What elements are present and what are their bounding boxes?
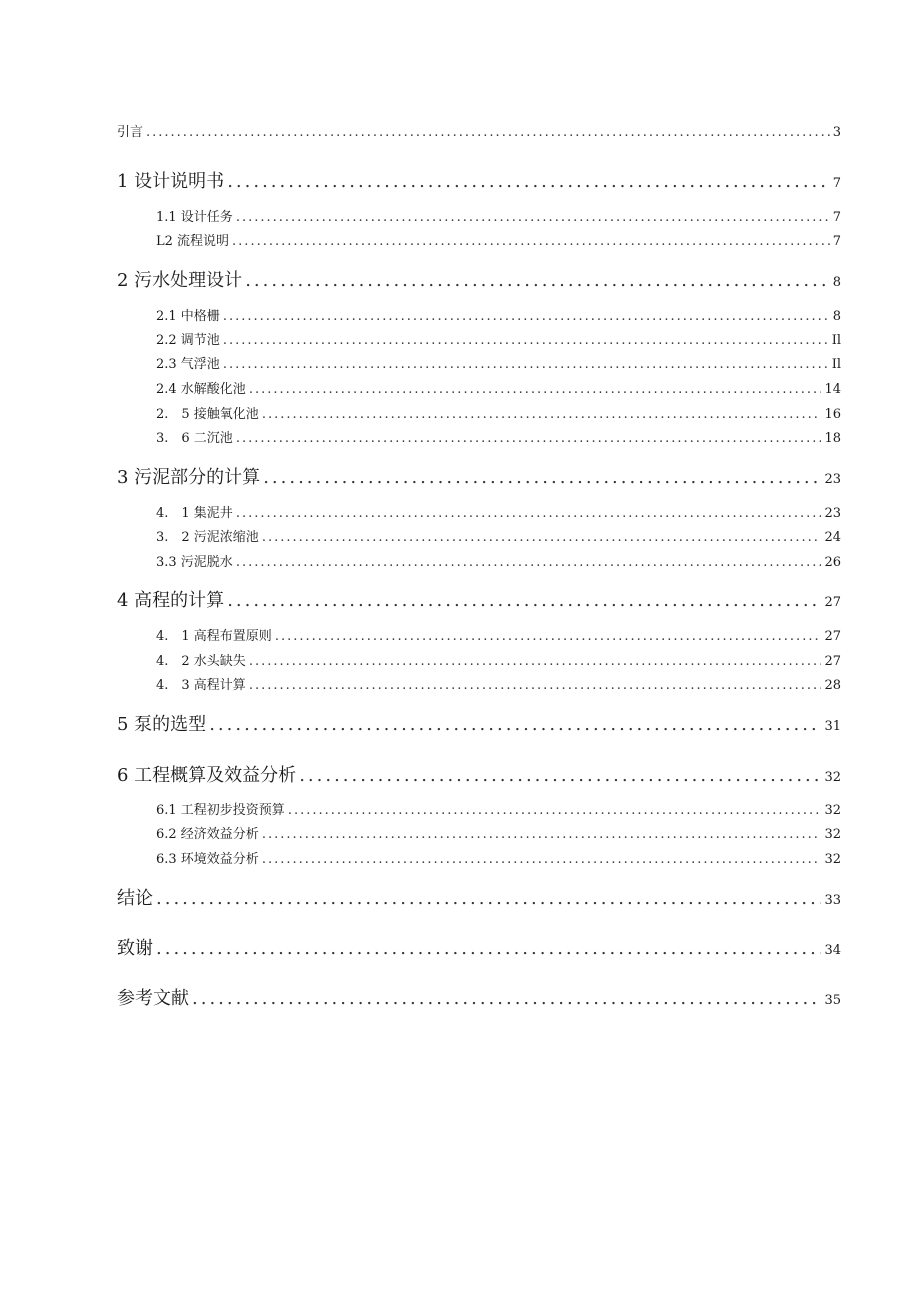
toc-leader-dots — [249, 677, 822, 695]
toc-entry-page: 32 — [824, 852, 841, 867]
toc-entry-title: 2. 5 接触氧化池 — [156, 407, 259, 422]
toc-entry-title: 2.4 水解酸化池 — [156, 382, 246, 397]
toc-entry-title: 结论 — [117, 888, 153, 909]
toc-leader-dots — [156, 887, 821, 911]
toc-entry-title: 6 工程概算及效益分析 — [117, 765, 297, 786]
toc-entry-page: 23 — [824, 472, 841, 487]
toc-entry-page: 7 — [832, 176, 841, 191]
toc-entry-section[interactable] — [156, 851, 841, 869]
toc-entry-acknowledgements[interactable] — [117, 937, 841, 961]
toc-entry-title: 4. 1 高程布置原则 — [156, 629, 272, 644]
toc-entry-page: 7 — [832, 234, 841, 249]
toc-entry-title: 4. 1 集泥井 — [156, 506, 233, 521]
toc-entry-title: 6.2 经济效益分析 — [156, 827, 259, 842]
toc-leader-dots — [223, 308, 830, 326]
toc-entry-chapter-5[interactable] — [117, 713, 841, 737]
toc-entry-page: 34 — [824, 943, 841, 958]
toc-entry-page: 8 — [832, 275, 841, 290]
toc-entry-title: 2.1 中格栅 — [156, 309, 220, 324]
toc-leader-dots — [192, 987, 821, 1011]
toc-leader-dots — [236, 554, 822, 572]
toc-entry-chapter-2[interactable] — [117, 269, 841, 293]
toc-entry-page: 8 — [832, 309, 841, 324]
toc-entry-title: 2.2 调节池 — [156, 333, 220, 348]
toc-entry-title: 1.1 设计任务 — [156, 210, 233, 225]
toc-entry-page: 28 — [824, 678, 841, 693]
toc-leader-dots — [263, 466, 821, 490]
toc-entry-section[interactable] — [156, 356, 841, 374]
toc-leader-dots — [245, 269, 830, 293]
toc-entry-page: 27 — [824, 595, 841, 610]
toc-entry-title: 致谢 — [117, 938, 153, 959]
toc-leader-dots — [232, 233, 830, 251]
toc-entry-title: L2 流程说明 — [156, 234, 230, 249]
toc-entry-page: 32 — [824, 803, 841, 818]
toc-entry-title: 6.3 环境效益分析 — [156, 852, 259, 867]
toc-leader-dots — [262, 406, 822, 424]
toc-entry-title: 1 设计说明书 — [117, 171, 225, 192]
toc-entry-title: 引言 — [117, 125, 144, 140]
toc-entry-conclusion[interactable] — [117, 887, 841, 911]
toc-leader-dots — [262, 826, 822, 844]
toc-entry-title: 3. 6 二沉池 — [156, 431, 233, 446]
toc-entry-title: 3 污泥部分的计算 — [117, 467, 261, 488]
toc-entry-section[interactable] — [156, 332, 841, 350]
toc-entry-section[interactable] — [156, 381, 841, 399]
toc-entry-page: 23 — [824, 506, 841, 521]
toc-leader-dots — [236, 505, 822, 523]
toc-leader-dots — [223, 332, 829, 350]
toc-entry-section[interactable] — [156, 826, 841, 844]
toc-entry-page: 14 — [824, 382, 841, 397]
toc-entry-section[interactable] — [156, 529, 841, 547]
toc-entry-page: Il — [831, 333, 841, 348]
toc-entry-section[interactable] — [156, 209, 841, 227]
toc-entry-section[interactable] — [156, 677, 841, 695]
toc-leader-dots — [275, 628, 822, 646]
toc-entry-section[interactable] — [156, 233, 841, 251]
toc-entry-section[interactable] — [156, 430, 841, 448]
toc-entry-section[interactable] — [156, 308, 841, 326]
toc-leader-dots — [299, 764, 821, 788]
toc-entry-section[interactable] — [156, 554, 841, 572]
toc-entry-introduction[interactable] — [117, 124, 841, 142]
toc-entry-page: Il — [831, 357, 841, 372]
toc-entry-section[interactable] — [156, 628, 841, 646]
toc-leader-dots — [156, 937, 821, 961]
toc-entry-references[interactable] — [117, 987, 841, 1011]
toc-entry-page: 32 — [824, 827, 841, 842]
toc-leader-dots — [223, 356, 829, 374]
toc-leader-dots — [146, 124, 830, 142]
toc-entry-title: 参考文献 — [117, 988, 189, 1009]
toc-leader-dots — [249, 381, 822, 399]
toc-leader-dots — [288, 802, 822, 820]
toc-leader-dots — [209, 713, 821, 737]
toc-entry-page: 18 — [824, 431, 841, 446]
toc-entry-title: 2.3 气浮池 — [156, 357, 220, 372]
toc-entry-page: 24 — [824, 530, 841, 545]
toc-entry-chapter-6[interactable] — [117, 764, 841, 788]
toc-entry-page: 26 — [824, 555, 841, 570]
toc-leader-dots — [249, 653, 822, 671]
toc-leader-dots — [262, 529, 822, 547]
toc-leader-dots — [227, 589, 821, 613]
toc-entry-chapter-4[interactable] — [117, 589, 841, 613]
toc-entry-page: 35 — [824, 993, 841, 1008]
toc-leader-dots — [236, 430, 822, 448]
toc-entry-page: 16 — [824, 407, 841, 422]
toc-entry-section[interactable] — [156, 653, 841, 671]
toc-entry-page: 32 — [824, 770, 841, 785]
toc-entry-chapter-3[interactable] — [117, 466, 841, 490]
toc-entry-page: 27 — [824, 654, 841, 669]
toc-leader-dots — [236, 209, 830, 227]
toc-entry-chapter-1[interactable] — [117, 170, 841, 194]
toc-entry-section[interactable] — [156, 406, 841, 424]
toc-entry-page: 31 — [824, 719, 841, 734]
toc-entry-page: 7 — [832, 210, 841, 225]
toc-entry-title: 3. 2 污泥浓缩池 — [156, 530, 259, 545]
toc-entry-section[interactable] — [156, 505, 841, 523]
toc-entry-title: 4 高程的计算 — [117, 590, 225, 611]
toc-entry-page: 33 — [824, 893, 841, 908]
toc-entry-title: 4. 2 水头缺失 — [156, 654, 246, 669]
toc-leader-dots — [262, 851, 822, 869]
toc-entry-title: 5 泵的选型 — [117, 714, 207, 735]
toc-entry-page: 3 — [832, 125, 841, 140]
toc-entry-title: 4. 3 高程计算 — [156, 678, 246, 693]
toc-entry-title: 3.3 污泥脱水 — [156, 555, 233, 570]
toc-entry-section[interactable] — [156, 802, 841, 820]
toc-entry-page: 27 — [824, 629, 841, 644]
toc-entry-title: 2 污水处理设计 — [117, 270, 243, 291]
toc-leader-dots — [227, 170, 830, 194]
toc-entry-title: 6.1 工程初步投资预算 — [156, 803, 285, 818]
